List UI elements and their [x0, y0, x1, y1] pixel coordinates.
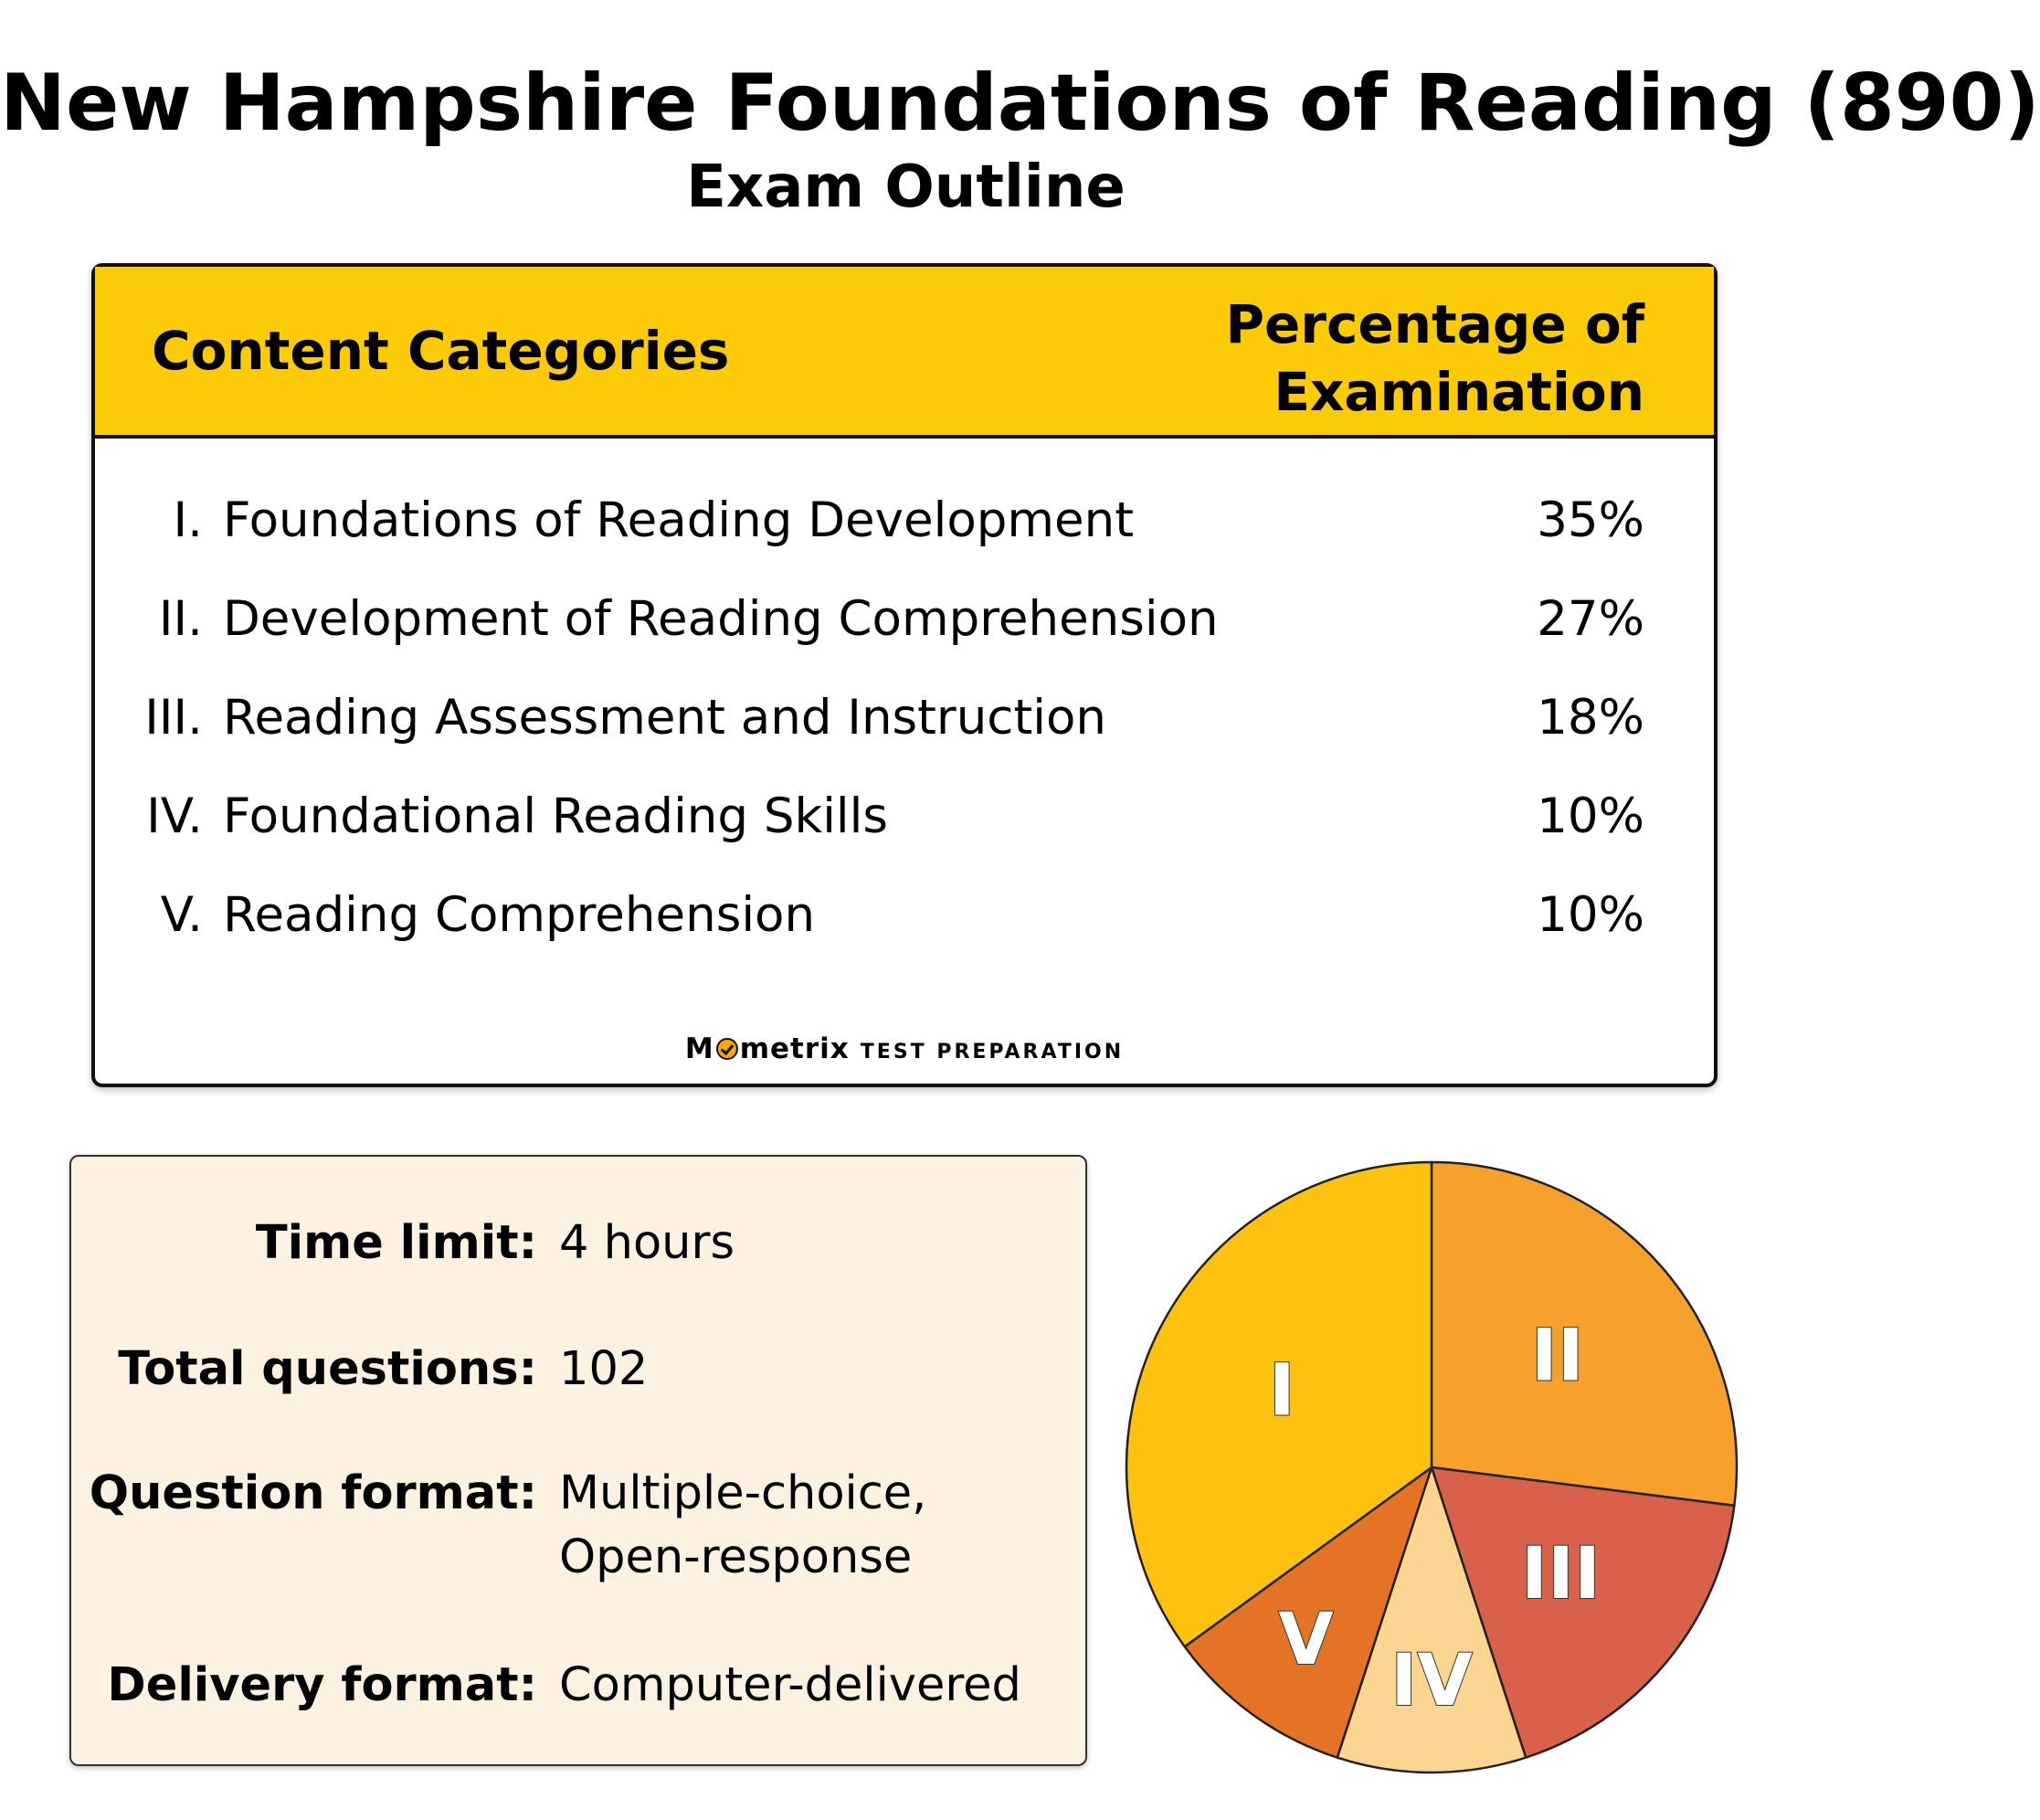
pie-chart: [1122, 1146, 1765, 1789]
category-name: Foundations of Reading Development: [223, 492, 1135, 548]
category-percentage: 10%: [1537, 788, 1644, 844]
delivery-format-label: Delivery format:: [107, 1658, 537, 1712]
delivery-format-value: Computer-delivered: [559, 1658, 1021, 1712]
category-row: [95, 767, 1714, 866]
category-row: [95, 570, 1714, 669]
question-format-line2: Open-response: [559, 1530, 913, 1584]
category-row: [95, 471, 1714, 570]
pie-label-iv: IV: [1390, 1639, 1473, 1722]
checkmark-icon: [716, 1038, 738, 1060]
category-percentage: 35%: [1537, 492, 1644, 548]
page-title: New Hampshire Foundations of Reading (890): [0, 58, 2040, 149]
pie-slice-ii: [1432, 1162, 1737, 1506]
pie-label-ii: II: [1530, 1315, 1584, 1398]
pie-label-i: I: [1268, 1349, 1295, 1433]
category-number: II.: [158, 591, 203, 647]
category-percentage: 10%: [1537, 887, 1644, 943]
category-number: I.: [173, 492, 203, 548]
table-header: [95, 267, 1714, 439]
pie-label-v: V: [1278, 1599, 1334, 1682]
category-name: Reading Assessment and Instruction: [223, 690, 1106, 746]
percentage-heading-line1: Percentage of: [1225, 293, 1644, 355]
time-limit-label: Time limit:: [255, 1216, 537, 1270]
category-percentage: 18%: [1537, 690, 1644, 746]
percentage-heading: [1226, 291, 1644, 426]
time-limit-value: 4 hours: [559, 1216, 735, 1270]
percentage-heading-line2: Examination: [1274, 361, 1644, 423]
mometrix-logo: [95, 1031, 1714, 1071]
total-questions-value: 102: [559, 1342, 649, 1396]
category-name: Foundational Reading Skills: [223, 788, 888, 844]
category-name: Development of Reading Comprehension: [223, 591, 1219, 647]
question-format-label: Question format:: [89, 1466, 537, 1520]
brand-name-start: M: [684, 1032, 714, 1065]
question-format-line1: Multiple-choice,: [559, 1466, 927, 1520]
page-subtitle: Exam Outline: [686, 153, 1126, 221]
brand-tagline: TEST PREPARATION: [860, 1041, 1125, 1063]
brand-name: [685, 1032, 850, 1065]
total-questions-label: Total questions:: [118, 1342, 537, 1396]
brand-name-end: metrix: [739, 1032, 850, 1065]
content-categories-heading: Content Categories: [152, 320, 730, 382]
category-row: [95, 669, 1714, 767]
category-number: V.: [160, 887, 203, 943]
exam-info-panel: [69, 1155, 1087, 1766]
pie-label-iii: III: [1521, 1533, 1601, 1616]
category-number: III.: [144, 690, 203, 746]
category-row: [95, 866, 1714, 965]
exam-outline-table: [91, 263, 1718, 1087]
category-name: Reading Comprehension: [223, 887, 816, 943]
category-percentage: 27%: [1537, 591, 1644, 647]
category-number: IV.: [146, 788, 203, 844]
